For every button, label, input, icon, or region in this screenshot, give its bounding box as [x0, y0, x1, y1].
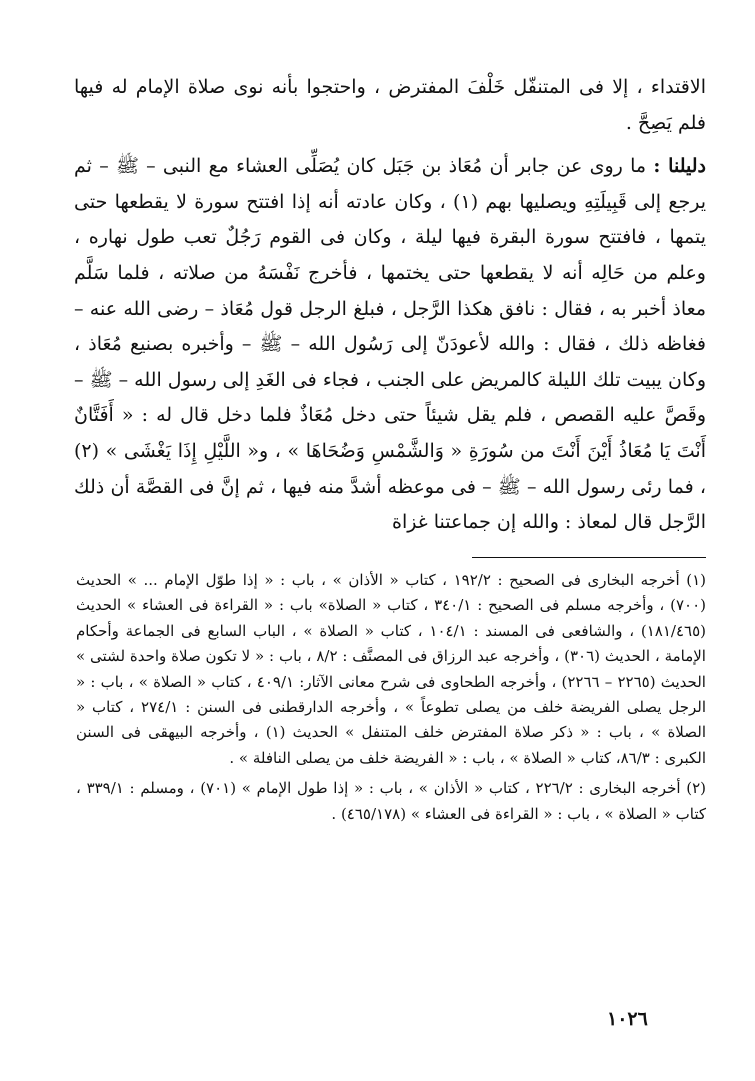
main-paragraph-2	[74, 149, 706, 541]
footnote-1: (١) أخرجه البخارى فى الصحيح : ١٩٢/٢ ، كتاب « الأذان » ، باب : « إذا طوّل الإمام ... » الحديث (٧٠٠) ، وأخرجه مسلم فى الصحيح : ٣٤٠/١ ، كتاب « الصلاة» باب : « القراءة فى العشاء » الحديث (١٨١/٤٦٥) ، والشافعى فى المسند : ١٠٤/١ ، كتاب « الصلاة » ، الباب السابع فى الجماعة وأحكام الإمامة ، الحديث (٣٠٦) ، وأخرجه عبد الرزاق فى المصنَّف : ٨/٢ ، باب : « لا تكون صلاة واحدة لشتى » الحديث (٢٢٦٥ – ٢٢٦٦) ، وأخرجه الطحاوى فى شرح معانى الآثار: ٤٠٩/١ ، كتاب « الصلاة » ، باب : « الرجل يصلى الفريضة خلف من يصلى تطوعاً » ، وأخرجه الدارقطنى فى السنن : ٢٧٤/١ ، كتاب « الصلاة » ، باب : « ذكر صلاة المفترض خلف المتنفل » الحديث (١) ، وأخرجه البيهقى فى السنن الكبرى : ٨٦/٣، كتاب « الصلاة » ، باب : « الفريضة خلف من يصلى النافلة » .	[76, 571, 707, 767]
page-number: ١٠٢٦	[607, 1008, 648, 1030]
footnote-divider	[472, 557, 706, 558]
paragraph-body: ما روى عن جابر أن مُعَاذ بن جَبَل كان يُصَلِّى العشاء مع النبى – ﷺ – ثم يرجع إلى قَبِيلَتِهِ ويصليها بهم (١) ، وكان عادته أنه إذا افتتح سورة لا يقطعها حتى يتمها ، فافتتح سورة البقرة فيها ليلة ، وكان فى القوم رَجُلٌ تعب طول نهاره ، وعلم من حَالِه أنه لا يقطعها حتى يختمها ، فأخرج نَفْسَهُ من صلاته ، فلما سَلَّم معاذ أخبر به ، فقال : نافق هكذا الرَّجل ، فبلغ الرجل قول مُعَاذ – رضى الله عنه – فغاظه ذلك ، فقال : والله لأعودَنّ إلى رَسُول الله – ﷺ – وأخبره بصنيع مُعَاذ ، وكان يبيت تلك الليلة كالمريض على الجنب ، فجاء فى الغَدِ إلى رسول الله – ﷺ – وقَصَّ عليه القصص ، فلم يقل شيئاً حتى دخل مُعَاذٌ فلما دخل قال له : « أَفَتَّانٌ أَنْتَ يَا مُعَاذُ أَيْنَ أَنْتَ من سُورَةِ « وَالشَّمْسِ وَضُحَاهَا » ، و« اللَّيْلِ إِذَا يَغْشَى » (٢) ، فما رئى رسول الله – ﷺ – فى موعظه أشدَّ منه فيها ، ثم إنَّ فى القصَّة أن ذلك الرَّجل قال لمعاذ : والله إن جماعتنا غزاة	[74, 155, 706, 534]
main-paragraph-1: الاقتداء ، إلا فى المتنفّل خَلْفَ المفترض ، واحتجوا بأنه نوى صلاة الإمام له فيها فلم يَصِحَّ .	[74, 76, 706, 134]
paragraph-lead: دليلنا :	[653, 155, 706, 178]
main-text-block	[74, 70, 706, 541]
footnote-2: (٢) أخرجه البخارى : ٢٢٦/٢ ، كتاب « الأذان » ، باب : « إذا طول الإمام » (٧٠١) ، ومسلم : ٣٣٩/١ ، كتاب « الصلاة » ، باب : « القراءة فى العشاء » (٤٦٥/١٧٨) .	[76, 779, 707, 823]
footnotes-block	[76, 568, 706, 827]
